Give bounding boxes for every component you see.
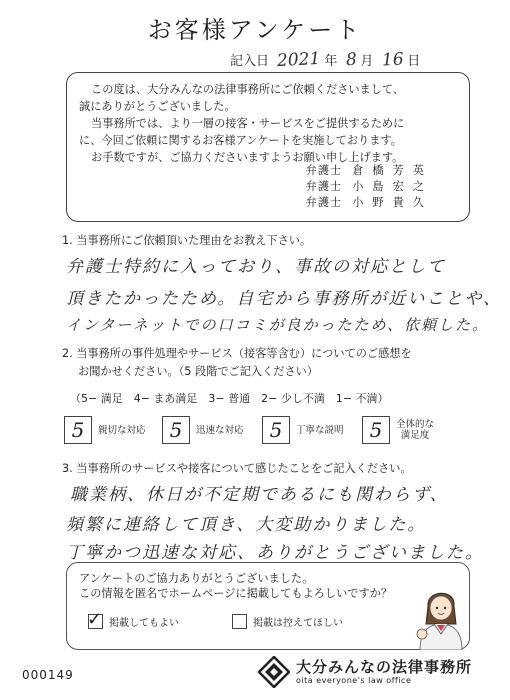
option-label: 掲載してもよい [109, 618, 179, 629]
date-year: 2021 [276, 48, 321, 72]
rating-explanation [262, 416, 344, 444]
checkmark-icon: ✓ [87, 609, 103, 630]
rating-kindness [64, 416, 146, 444]
office-name: 大分みんなの法律事務所 [296, 658, 473, 676]
rating-label: 全体的な 満足度 [396, 419, 435, 441]
question-2-label-line1: 2. 当事務所の事件処理やサービス（接客等含む）についてのご感想を [62, 347, 412, 360]
rating-scale-legend: （5− 満足 4− まあ満足 3− 普通 2− 少し不満 1− 不満） [70, 392, 389, 405]
rating-label: 丁寧な説明 [296, 424, 344, 436]
consent-thanks: アンケートのご協力ありがとうございました。 [79, 572, 314, 585]
option-label: 掲載は控えてほしい [253, 618, 343, 629]
question-1-answer-line: インターネットでの口コミが良かったため、依頼した。 [66, 316, 490, 334]
entry-date [230, 50, 420, 70]
rating-label: 親切な対応 [98, 424, 146, 436]
office-logo-icon [258, 656, 290, 688]
question-3-label: 3. 当事務所のサービスや接客について感じたことをご記入ください。 [62, 462, 412, 475]
office-name-en: oita everyone's law office [296, 676, 412, 685]
lawyer-entry: 弁護士 倉橋芳英 [305, 164, 433, 177]
rating-box[interactable]: 5 [362, 416, 390, 444]
date-day-unit: 日 [407, 54, 421, 69]
question-2-label-line2: お聞かせください。（5 段階でご記入ください） [78, 365, 319, 378]
question-3-answer-line: 丁寧かつ迅速な対応、ありがとうございました。 [66, 543, 484, 563]
receptionist-illustration-icon [412, 584, 470, 650]
consent-question: この情報を匿名でホームページに掲載してもよろしいですか？ [79, 587, 393, 600]
intro-line: 誠にありがとうございました。 [79, 100, 236, 113]
intro-box [66, 72, 470, 222]
rating-overall [362, 416, 434, 444]
date-month-unit: 月 [360, 54, 374, 69]
consent-box [66, 562, 470, 650]
page-title: お客様アンケート [147, 16, 363, 44]
intro-line: に、今回ご依頼に関するお客様アンケートを実施しております。 [79, 134, 402, 147]
intro-line: お手数ですが、ご協力くださいますようお願い申し上げます。 [91, 151, 404, 164]
lawyer-entry: 弁護士 小野貴久 [305, 196, 433, 209]
rating-box[interactable]: 5 [162, 416, 190, 444]
consent-option-no[interactable] [232, 614, 343, 629]
rating-box[interactable]: 5 [64, 416, 92, 444]
rating-box[interactable]: 5 [262, 416, 290, 444]
date-label: 記入日 [230, 54, 270, 69]
intro-line: 当事務所では、より一層の接客・サービスをご提供するために [91, 117, 405, 130]
office-logo [258, 656, 472, 688]
question-1-label: 1. 当事務所にご依頼頂いた理由をお教え下さい。 [62, 234, 312, 247]
question-1-answer-line: 頂きたかったため。自宅から事務所が近いことや、 [66, 289, 502, 309]
lawyer-entry: 弁護士 小島宏之 [305, 180, 433, 193]
rating-label: 迅速な対応 [196, 424, 244, 436]
intro-line: この度は、大分みんなの法律事務所にご依頼くださいまして、 [91, 83, 405, 96]
lawyer-list [306, 163, 433, 211]
rating-speed [162, 416, 244, 444]
date-day: 16 [381, 49, 404, 71]
date-month: 8 [345, 49, 357, 71]
consent-option-yes[interactable] [87, 609, 179, 630]
serial-number: 000149 [22, 668, 74, 682]
question-1-answer-line: 弁護士特約に入っており、事故の対応として [66, 257, 446, 277]
date-year-unit: 年 [324, 54, 338, 69]
question-3-answer-line: 頻繁に連絡して頂き、大変助かりました。 [66, 515, 427, 535]
checkbox-unchecked[interactable] [232, 614, 247, 629]
question-3-answer-line: 職業柄、休日が不定期であるにも関わらず、 [70, 485, 449, 505]
checkbox-checked[interactable] [87, 609, 103, 630]
